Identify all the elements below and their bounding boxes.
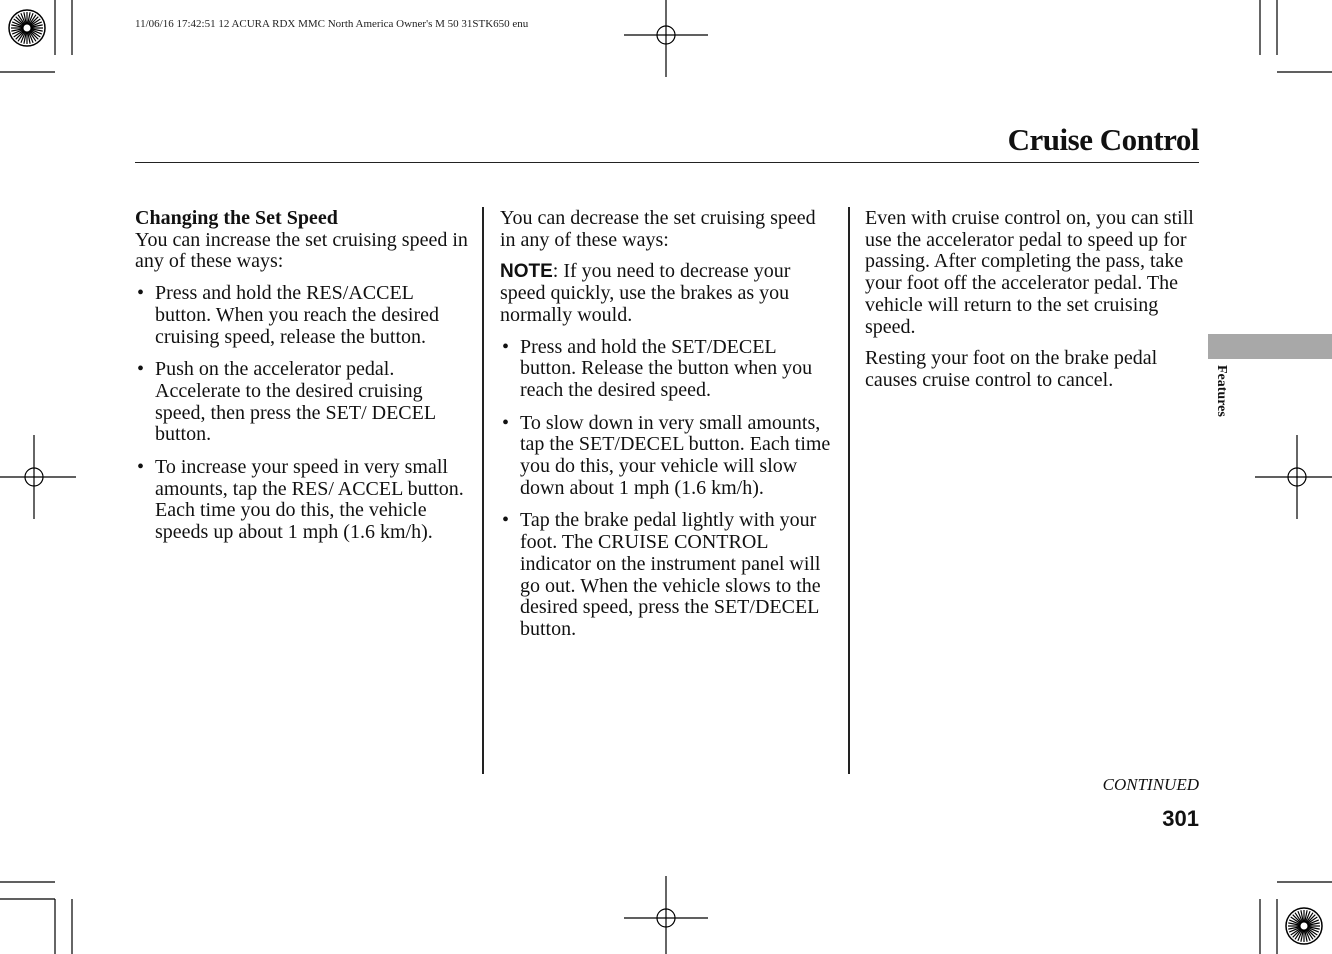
- column-divider: [848, 207, 850, 774]
- bullet-icon: •: [137, 456, 145, 479]
- column-2-intro: You can decrease the set cruising speed in any of these ways:: [500, 207, 816, 251]
- list-item-text: Tap the brake pedal lightly with your foot. The CRUISE CONTROL indicator on the instrument panel will go out. When the vehicle slows to the desired speed, press the SET/DECEL button.: [520, 509, 821, 640]
- page-number: 301: [1162, 806, 1199, 831]
- bullet-icon: •: [502, 411, 510, 434]
- crosshair-mark-bottom: [624, 876, 708, 954]
- list-item: [500, 413, 835, 500]
- bullet-icon: •: [137, 282, 145, 305]
- sunburst-mark-top-left: [9, 10, 45, 46]
- column-2-bullets: [500, 337, 835, 641]
- crosshair-mark-right: [1255, 435, 1332, 519]
- continued-label: CONTINUED: [1102, 775, 1199, 794]
- column-divider: [482, 207, 484, 774]
- bullet-icon: •: [137, 358, 145, 381]
- list-item-text: Press and hold the SET/DECEL button. Release the button when you reach the desired speed.: [520, 335, 813, 401]
- print-info: 11/06/16 17:42:51 12 ACURA RDX MMC North America Owner's M 50 31STK650 enu: [135, 18, 529, 30]
- column-3-paragraph: Resting your foot on the brake pedal causes cruise control to cancel.: [865, 347, 1158, 391]
- section-tab-marker: [1208, 334, 1332, 359]
- column-1: [135, 208, 470, 555]
- column-3: [865, 208, 1195, 402]
- side-tab-label: Features: [1214, 365, 1229, 417]
- bullet-icon: •: [502, 509, 510, 532]
- list-item-text: Press and hold the RES/ACCEL button. When you reach the desired cruising speed, release the button.: [155, 282, 439, 348]
- list-item-text: Push on the accelerator pedal. Accelerate to the desired cruising speed, then press the SET/ DECEL button.: [155, 358, 436, 446]
- list-item: [135, 457, 470, 544]
- column-3-paragraph: Even with cruise control on, you can still use the accelerator pedal to speed up for passing. After completing the pass, take your foot off the accelerator pedal. The vehicle will return to the set cruising speed.: [865, 207, 1194, 338]
- sunburst-mark-bottom-right: [1286, 908, 1322, 944]
- column-1-bullets: [135, 283, 470, 544]
- list-item: [135, 359, 470, 446]
- note-text: : If you need to decrease your speed quickly, use the brakes as you normally would.: [500, 260, 791, 326]
- list-item-text: To slow down in very small amounts, tap the SET/DECEL button. Each time you do this, your vehicle will slow down about 1 mph (1.6 km/h).: [520, 411, 831, 499]
- section-heading: Changing the Set Speed: [135, 207, 338, 229]
- list-item: [135, 283, 470, 348]
- title-rule: [135, 162, 1199, 163]
- column-2: [500, 208, 835, 652]
- list-item: [500, 337, 835, 402]
- list-item: [500, 510, 835, 640]
- column-1-intro: You can increase the set cruising speed in any of these ways:: [135, 228, 468, 273]
- crosshair-mark-top: [624, 0, 708, 77]
- note-paragraph: [500, 261, 835, 326]
- crosshair-mark-left: [0, 435, 76, 519]
- list-item-text: To increase your speed in very small amounts, tap the RES/ ACCEL button. Each time you do this, the vehicle speeds up about 1 mph (1.6 km/h).: [155, 456, 464, 544]
- note-label: NOTE: [500, 261, 553, 283]
- bullet-icon: •: [502, 335, 510, 358]
- page-title: Cruise Control: [1007, 122, 1199, 157]
